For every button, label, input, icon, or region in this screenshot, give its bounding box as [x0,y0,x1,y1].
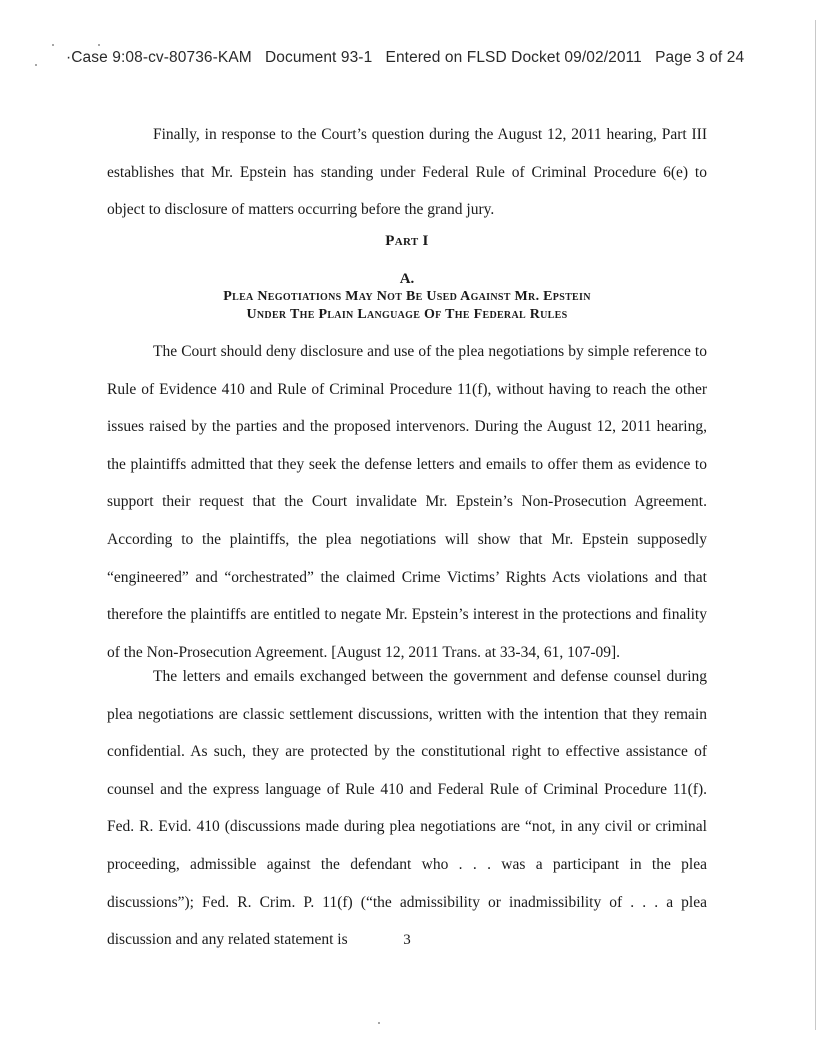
page-edge-line [815,20,816,1030]
section-letter: A. [399,271,415,287]
intro-paragraph: Finally, in response to the Court’s question during the August 12, 2011 hearing, Part III establishes that Mr. Epstein has standing under Federal Rule of Criminal Procedure 6(e) to object to disclosure of matters occurring before the grand jury. [107,126,707,219]
scan-speck [98,44,100,46]
part-heading: Part I [385,233,429,249]
body-paragraph-1: The Court should deny disclosure and use of the plea negotiations by simple reference to Rule of Evidence 410 and Rule of Criminal Procedure 11(f), without having to reach the other issues raised by the parties and the proposed intervenors. During the August 12, 2011 hearing, the plaintiffs admitted that they seek the defense letters and emails to offer them as evidence to support their request that the Court invalidate Mr. Epstein’s Non-Prosecution Agreement. According to the plaintiffs, the plea negotiations will show that Mr. Epstein supposedly “engineered” and “orchestrated” the claimed Crime Victims’ Rights Acts violations and that therefore the plaintiffs are entitled to negate Mr. Epstein’s interest in the protections and finality of the Non-Prosecution Agreement. [August 12, 2011 Trans. at 33-34, 61, 107-09]. [107,343,707,661]
body-paragraph-2: The letters and emails exchanged between the government and defense counsel during plea negotiations are classic settlement discussions, written with the intention that they remain confidential. As such, they are protected by the constitutional right to effective assistance of counsel and the express language of Rule 410 and Federal Rule of Criminal Procedure 11(f). Fed. R. Evid. 410 (discussions made during plea negotiations are “not, in any civil or criminal proceeding, admissible against the defendant who . . . was a participant in the plea discussions”); Fed. R. Crim. P. 11(f) (“the admissibility or inadmissibility of . . . a plea discussion and any related statement is [107,668,707,949]
docket-header: ·Case 9:08-cv-80736-KAM Document 93-1 Entered on FLSD Docket 09/02/2011 Page 3 of 24 [66,49,745,66]
section-title-line-2: Under The Plain Language Of The Federal Rules [246,307,568,322]
scan-speck [35,64,37,66]
section-title-line-1: Plea Negotiations May Not Be Used Against Mr. Epstein [223,289,591,304]
scan-speck [52,44,54,46]
page-number: 3 [403,932,411,948]
scan-speck [378,1022,380,1024]
